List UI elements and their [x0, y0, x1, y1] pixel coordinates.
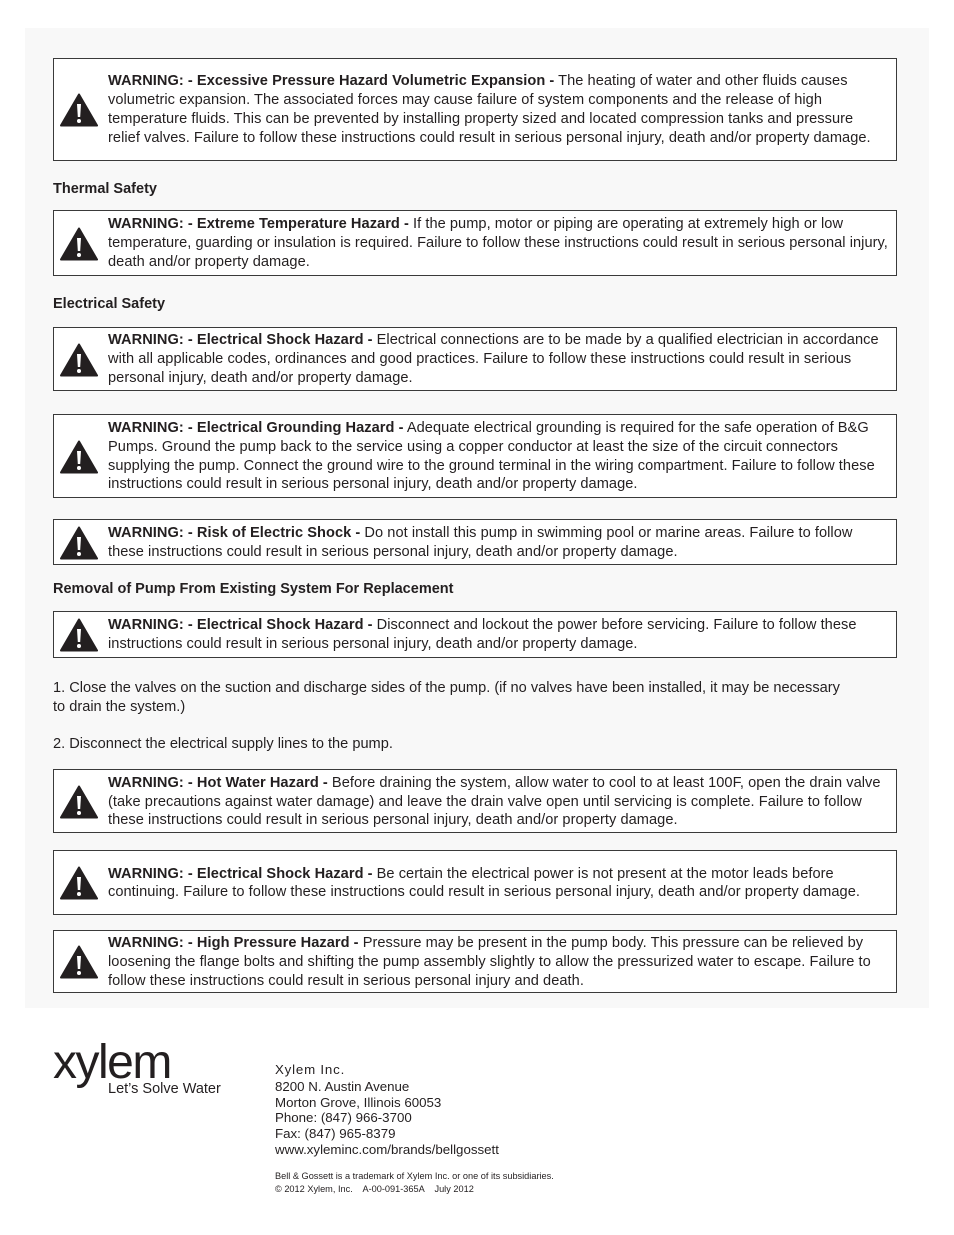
warning-box-hot-water: [53, 769, 897, 833]
fax: Fax: (847) 965-8379: [275, 1126, 396, 1142]
warning-heading: WARNING: - Hot Water Hazard -: [108, 774, 328, 791]
logo-tagline: Let’s Solve Water: [108, 1081, 221, 1097]
address-line-2: Morton Grove, Illinois 60053: [275, 1094, 442, 1110]
warning-box-disconnect-power: [53, 611, 897, 658]
warning-box-extreme-temperature: [53, 210, 897, 276]
warning-heading: WARNING: - Excessive Pressure Hazard Volumetric Expansion -: [108, 73, 555, 90]
warning-body: The heating of water and other fluids causes volumetric expansion. The associated forces may cause failure of system components and the release of high temperature fluids. This can be prevented by installing property sized and located compression tanks and pressure relief valves. Failure to follow these instructions could result in serious personal injury, death and/or property damage.: [108, 73, 871, 146]
xylem-logo: xylem: [53, 1036, 171, 1089]
warning-body: If the pump, motor or piping are operating at extremely high or low temperature, guarding or insulation is required. Failure to follow these instructions could result in serious personal injury, death and/or property damage.: [108, 216, 888, 270]
section-title-removal: Removal of Pump From Existing System For Replacement: [53, 581, 454, 597]
warning-body: Electrical connections are to be made by a qualified electrician in accordance with all applicable codes, ordinances and good practices. Failure to follow these instructions could result in serious personal injury, death and/or property damage.: [108, 332, 879, 386]
warning-triangle-icon: [59, 343, 99, 377]
phone: Phone: (847) 966-3700: [275, 1110, 412, 1126]
warning-heading: WARNING: - Extreme Temperature Hazard -: [108, 216, 409, 233]
warning-box-electrical-grounding: [53, 414, 897, 498]
trademark-notice: Bell & Gossett is a trademark of Xylem Inc. or one of its subsidiaries.: [275, 1171, 554, 1181]
warning-triangle-icon: [59, 93, 99, 127]
warning-body: Be certain the electrical power is not present at the motor leads before continuing. Failure to follow these instructions could result in serious personal injury, death and/or property damage.: [108, 865, 860, 901]
step-2: 2. Disconnect the electrical supply lines to the pump.: [53, 735, 393, 752]
warning-box-high-pressure: [53, 930, 897, 993]
section-title-electrical: Electrical Safety: [53, 296, 166, 312]
warning-heading: WARNING: - Electrical Grounding Hazard -: [108, 419, 404, 436]
footer: [53, 1038, 913, 1218]
warning-body: Before draining the system, allow water to cool to at least 100F, open the drain valve (take precautions against water damage) and leave the drain valve open until servicing is complete. Failure to follow these instructions could result in serious personal injury, death and/or property damage.: [108, 774, 881, 829]
warning-triangle-icon: [59, 785, 99, 819]
warning-body: Disconnect and lockout the power before servicing. Failure to follow these instructions could result in serious personal injury, death and/or property damage.: [108, 617, 857, 652]
warning-body: Do not install this pump in swimming pool or marine areas. Failure to follow these instructions could result in serious personal injury, death and/or property damage.: [108, 524, 853, 560]
fine-print: [275, 1170, 554, 1196]
website: www.xyleminc.com/brands/bellgossett: [275, 1141, 499, 1157]
warning-triangle-icon: [59, 618, 99, 652]
warning-triangle-icon: [59, 440, 99, 474]
warning-heading: WARNING: - Electrical Shock Hazard -: [108, 865, 373, 882]
warning-heading: WARNING: - Electrical Shock Hazard -: [108, 617, 373, 634]
warning-heading: WARNING: - Electrical Shock Hazard -: [108, 332, 373, 349]
warning-box-electrical-shock: [53, 327, 897, 391]
warning-heading: WARNING: - Risk of Electric Shock -: [108, 524, 361, 541]
step-1: 1. Close the valves on the suction and discharge sides of the pump. (if no valves have been installed, it may be necessary to drain the system.): [53, 680, 840, 715]
warning-box-volumetric-expansion: [53, 58, 897, 161]
warning-body: Adequate electrical grounding is required for the safe operation of B&G Pumps. Ground the pump back to the service using a copper conductor at least the size of the circuit connectors supplying the pump. Connect the ground wire to the ground terminal in the wiring compartment. Failure to follow these instructions could result in serious personal injury, death and/or property damage.: [108, 419, 875, 493]
warning-triangle-icon: [59, 945, 99, 979]
warning-triangle-icon: [59, 866, 99, 900]
warning-box-motor-leads: [53, 850, 897, 915]
company-name: Xylem Inc.: [275, 1062, 346, 1077]
warning-triangle-icon: [59, 227, 99, 261]
warning-box-electric-shock-risk: [53, 519, 897, 565]
warning-body: Pressure may be present in the pump body. This pressure can be relieved by loosening the flange bolts and shifting the pump assembly slightly to allow the pressurized water to escape. Failure to follow these instructions could result in serious personal injury and death.: [108, 935, 871, 989]
company-address: [275, 1062, 499, 1158]
copyright-notice: © 2012 Xylem, Inc. A-00-091-365A July 2012: [275, 1184, 474, 1194]
warning-triangle-icon: [59, 526, 99, 560]
address-line-1: 8200 N. Austin Avenue: [275, 1078, 410, 1094]
section-title-thermal: Thermal Safety: [53, 181, 157, 197]
warning-heading: WARNING: - High Pressure Hazard -: [108, 935, 359, 952]
document-content: [53, 58, 897, 993]
